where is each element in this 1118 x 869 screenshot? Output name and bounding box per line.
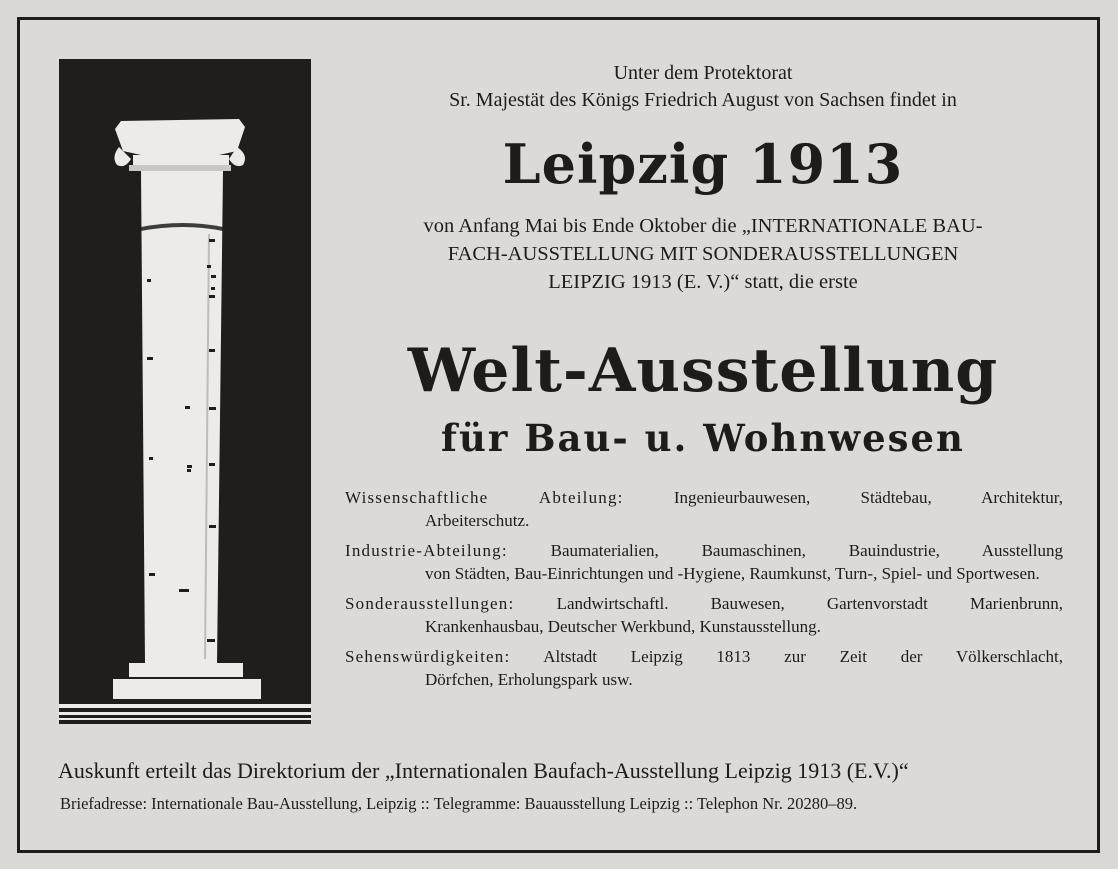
protektorat-notice — [340, 60, 1066, 114]
intro-line-3: LEIPZIG 1913 (E. V.)“ statt, die erste — [548, 271, 858, 293]
intro-text — [340, 212, 1066, 296]
department-entry — [345, 592, 1063, 638]
contact-notice: Auskunft erteilt das Direktorium der „Internationalen Baufach-Ausstellung Leipzig 1913 (E.V.)“ — [58, 758, 909, 783]
department-items: Landwirtschaftl. Bauwesen, Gartenvorstadt Marienbrunn, — [556, 594, 1063, 613]
department-items: Ingenieurbauwesen, Städtebau, Architektur, — [673, 488, 1063, 507]
department-label: Sehenswürdigkeiten: — [345, 647, 511, 666]
headline-city: Leipzig 1913 — [502, 132, 904, 196]
department-label: Sonderausstellungen: — [345, 594, 515, 613]
intro-line-2: FACH-AUSSTELLUNG MIT SONDERAUSSTELLUNGEN — [447, 243, 959, 265]
department-list — [345, 486, 1063, 698]
protektorat-line-1: Unter dem Protektorat — [613, 62, 793, 84]
department-items-continued: Krankenhausbau, Deutscher Werkbund, Kunstausstellung. — [425, 617, 821, 636]
department-items-continued: von Städten, Bau-Einrichtungen und -Hygiene, Raumkunst, Turn-, Spiel- und Sportwesen. — [425, 564, 1040, 583]
headline-main: Welt-Ausstellung — [407, 336, 999, 406]
department-label: Industrie-Abteilung: — [345, 541, 508, 560]
column-illustration — [59, 59, 311, 724]
department-label: Wissenschaftliche Abteilung: — [345, 488, 624, 507]
department-items: Baumaterialien, Baumaschinen, Bauindustrie, Ausstellung — [550, 541, 1064, 560]
department-entry — [345, 486, 1063, 532]
address-line: Briefadresse: Internationale Bau-Ausstellung, Leipzig :: Telegramme: Bauausstellung Leipzig :: Telephon Nr. 20280–89. — [60, 794, 858, 813]
department-items: Altstadt Leipzig 1813 zur Zeit der Völkerschlacht, — [543, 647, 1064, 666]
protektorat-line-2: Sr. Majestät des Königs Friedrich August von Sachsen findet in — [449, 89, 957, 111]
department-items-continued: Arbeiterschutz. — [425, 511, 530, 530]
ionic-column-image — [59, 59, 311, 724]
department-items-continued: Dörfchen, Erholungspark usw. — [425, 670, 633, 689]
intro-line-1: von Anfang Mai bis Ende Oktober die „INTERNATIONALE BAU- — [423, 215, 983, 237]
department-entry — [345, 539, 1063, 585]
headline-sub: für Bau- u. Wohnwesen — [441, 416, 965, 460]
department-entry — [345, 645, 1063, 691]
